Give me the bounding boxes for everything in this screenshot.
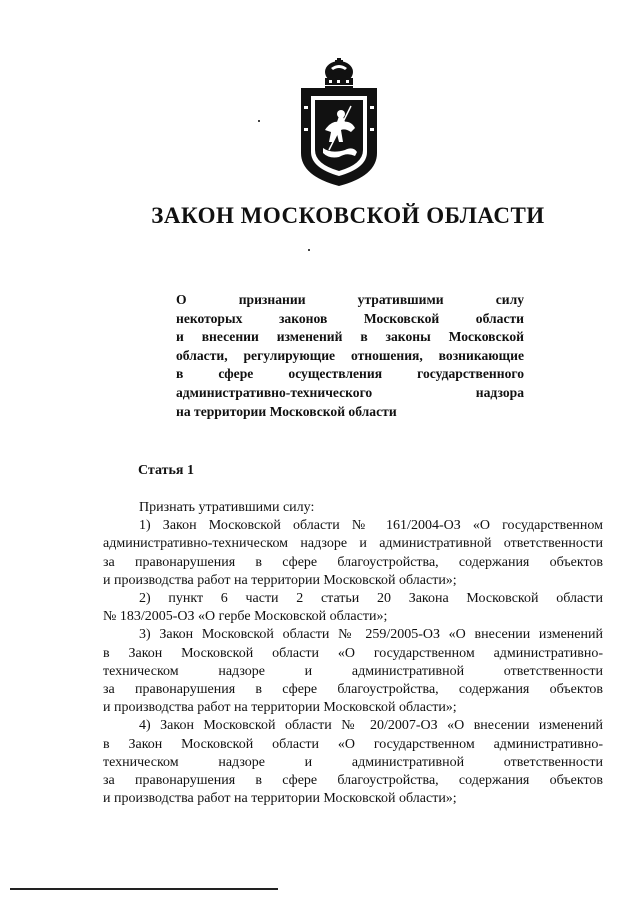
body-line: в Закон Московской области «О государственном административно- bbox=[103, 645, 603, 661]
body-line: за правонарушения в сфере благоустройства, содержания объектов bbox=[103, 682, 603, 698]
article-body bbox=[103, 499, 603, 808]
scan-speck bbox=[258, 120, 260, 122]
body-line: 2) пункт 6 части 2 статьи 20 Закона Московской области bbox=[139, 591, 603, 607]
body-line: техническом надзоре и административной ответственности bbox=[103, 663, 603, 679]
body-line: в Закон Московской области «О государственном административно- bbox=[103, 736, 603, 752]
subject-line: в сфере осуществления государственного bbox=[176, 366, 524, 382]
subject-line: некоторых законов Московской области bbox=[176, 310, 524, 326]
subject-line: области, регулирующие отношения, возникающие bbox=[176, 347, 524, 363]
body-line: и производства работ на территории Московской области»; bbox=[103, 572, 457, 588]
footer-rule bbox=[10, 888, 278, 890]
article-heading: Статья 1 bbox=[138, 463, 194, 478]
subject-line: О признании утратившими силу bbox=[176, 292, 524, 307]
moscow-oblast-coat-of-arms-icon bbox=[295, 58, 383, 186]
law-subject bbox=[176, 291, 524, 421]
body-line: и производства работ на территории Московской области»; bbox=[103, 700, 457, 716]
body-line: и производства работ на территории Московской области»; bbox=[103, 791, 457, 807]
subject-line: на территории Московской области bbox=[176, 403, 397, 419]
body-line: 1) Закон Московской области № 161/2004-ОЗ «О государственном bbox=[139, 518, 603, 534]
body-line: административно-техническом надзоре и административной ответственности bbox=[103, 536, 603, 552]
body-line: 4) Закон Московской области № 20/2007-ОЗ «О внесении изменений bbox=[139, 718, 603, 734]
body-line: № 183/2005-ОЗ «О гербе Московской области»; bbox=[103, 609, 388, 625]
body-line: 3) Закон Московской области № 259/2005-ОЗ «О внесении изменений bbox=[139, 627, 603, 643]
subject-line: административно-технического надзора bbox=[176, 384, 524, 400]
body-line: Признать утратившими силу: bbox=[139, 500, 315, 515]
document-title: ЗАКОН МОСКОВСКОЙ ОБЛАСТИ bbox=[151, 203, 545, 228]
body-line: за правонарушения в сфере благоустройства, содержания объектов bbox=[103, 554, 603, 570]
scan-speck bbox=[308, 249, 310, 251]
subject-line: и внесении изменений в законы Московской bbox=[176, 329, 524, 345]
body-line: техническом надзоре и административной ответственности bbox=[103, 754, 603, 770]
body-line: за правонарушения в сфере благоустройства, содержания объектов bbox=[103, 773, 603, 789]
